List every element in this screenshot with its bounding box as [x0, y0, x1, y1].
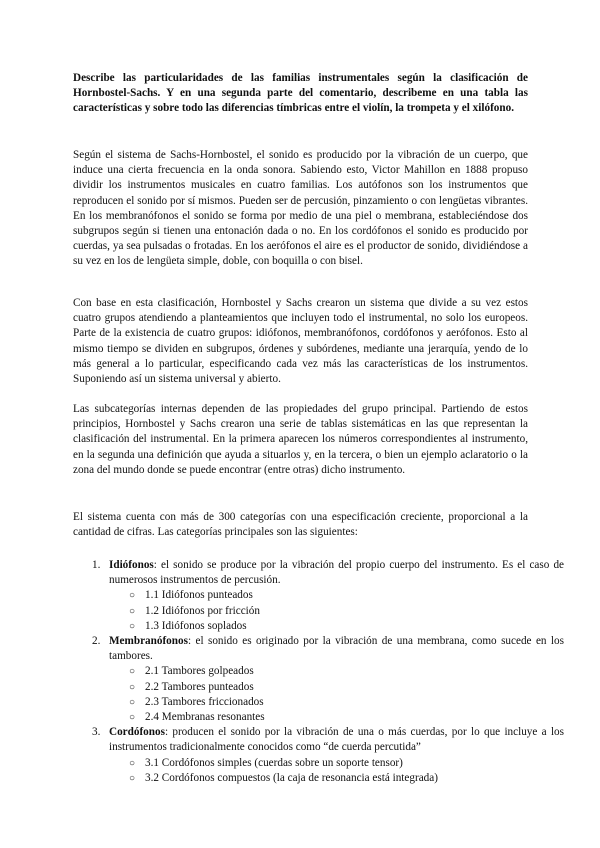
paragraph-1: Según el sistema de Sachs-Hornbostel, el sonido es producido por la vibración de un cuerpo, que induce una cierta frecuencia en la onda sonora. Sabiendo esto, Victor Mahillon en 1888 propuso dividir los instrumentos musicales en cuatro familias. Los autófonos son los instrumentos que reproducen el sonido por sí mismos. Pueden ser de percusión, pinzamiento o con lengüetas vibrantes. En los membranófonos el sonido se forma por medio de una piel o membrana, estableciéndose dos subgrupos según si tienen una entonación dada o no. En los cordófonos el sonido es producido por cuerdas, ya sea pulsadas o frotadas. En los aerófonos el aire es el productor de sonido, dividiéndose a su vez en los de lengüeta simple, doble, con boquilla o con bisel. — [73, 149, 528, 268]
sublist-item: ○ 1.3 Idiófonos soplados — [145, 619, 564, 634]
circle-bullet-icon: ○ — [129, 620, 136, 632]
list-item-idiofonos — [92, 558, 564, 634]
list-description: : el sonido se produce por la vibración del propio cuerpo del instrumento. Es el caso de numerosos instrumentos de percusión. — [109, 559, 564, 587]
paragraph-3: Las subcategorías internas dependen de las propiedades del grupo principal. Partiendo de estos principios, Hornbostel y Sachs crearon una serie de tablas sistemáticas en las que representan la clasificación del instrumental. En la primera aparecen los números correspondientes al instrumento, en la segunda una definición que ayuda a situarlos y, en la tercera, o bien un ejemplo aclaratorio o la zona del mundo donde se puede encontrar (entre otras) dicho instrumento. — [73, 403, 528, 476]
list-number: 1. — [92, 559, 101, 571]
list-term: Membranófonos — [109, 635, 188, 648]
list-description: : producen el sonido por la vibración de una o más cuerdas, por lo que incluye a los instrumentos tradicionalmente conocidos como “de cuerda percutida” — [109, 726, 564, 754]
sublist-item: ○ 2.4 Membranas resonantes — [145, 710, 564, 725]
list-number: 2. — [92, 635, 101, 648]
circle-bullet-icon: ○ — [129, 681, 136, 693]
sublist-item: ○ 3.1 Cordófonos simples (cuerdas sobre un soporte tensor) — [145, 756, 564, 771]
sublist-item: ○ 3.2 Cordófonos compuestos (la caja de resonancia está integrada) — [145, 771, 564, 786]
list-number: 3. — [92, 726, 101, 739]
circle-bullet-icon: ○ — [129, 666, 136, 678]
sublist-item: ○ 1.1 Idiófonos punteados — [145, 588, 564, 603]
list-item-membranofonos — [92, 634, 564, 725]
sublist — [109, 664, 564, 725]
paragraph-4: El sistema cuenta con más de 300 categorías con una especificación creciente, proporcional a la cantidad de cifras. Las categorías principales son las siguientes: — [73, 511, 528, 539]
sublist-item: ○ 2.3 Tambores friccionados — [145, 695, 564, 710]
circle-bullet-icon: ○ — [129, 757, 136, 769]
circle-bullet-icon: ○ — [129, 696, 136, 708]
list-item-cordofonos — [92, 725, 564, 786]
sublist-item: ○ 1.2 Idiófonos por fricción — [145, 604, 564, 619]
circle-bullet-icon: ○ — [129, 605, 136, 617]
category-list — [73, 558, 564, 786]
question-heading: Describe las particularidades de las familias instrumentales según la clasificación de Hornbostel-Sachs. Y en una segunda parte del comentario, describeme en una tabla las características y sobre todo las diferencias tímbricas entre el violín, la trompeta y el xilófono. — [73, 72, 528, 115]
sublist-item: ○ 2.1 Tambores golpeados — [145, 664, 564, 679]
sublist-item: ○ 2.2 Tambores punteados — [145, 680, 564, 695]
circle-bullet-icon: ○ — [129, 590, 136, 602]
list-description: : el sonido es originado por la vibración de una membrana, como sucede en los tambores. — [109, 635, 564, 663]
paragraph-2: Con base en esta clasificación, Hornbostel y Sachs crearon un sistema que divide a su vez estos cuatro grupos atendiendo a planteamientos que incluyen todo el instrumental, no solo los europeos. Parte de la existencia de cuatro grupos: idiófonos, membranófonos, cordófonos y aerófonos. Esto al mismo tiempo se dividen en subgrupos, órdenes y subórdenes, mediante una jerarquía, yendo de lo más general a lo particular, especificando cada vez más las características de los instrumentos. Suponiendo así un sistema universal y abierto. — [73, 297, 528, 386]
sublist — [109, 588, 564, 634]
circle-bullet-icon: ○ — [129, 772, 136, 784]
circle-bullet-icon: ○ — [129, 712, 136, 724]
list-term: Idiófonos — [109, 559, 154, 571]
list-term: Cordófonos — [109, 726, 165, 739]
sublist — [109, 756, 564, 786]
